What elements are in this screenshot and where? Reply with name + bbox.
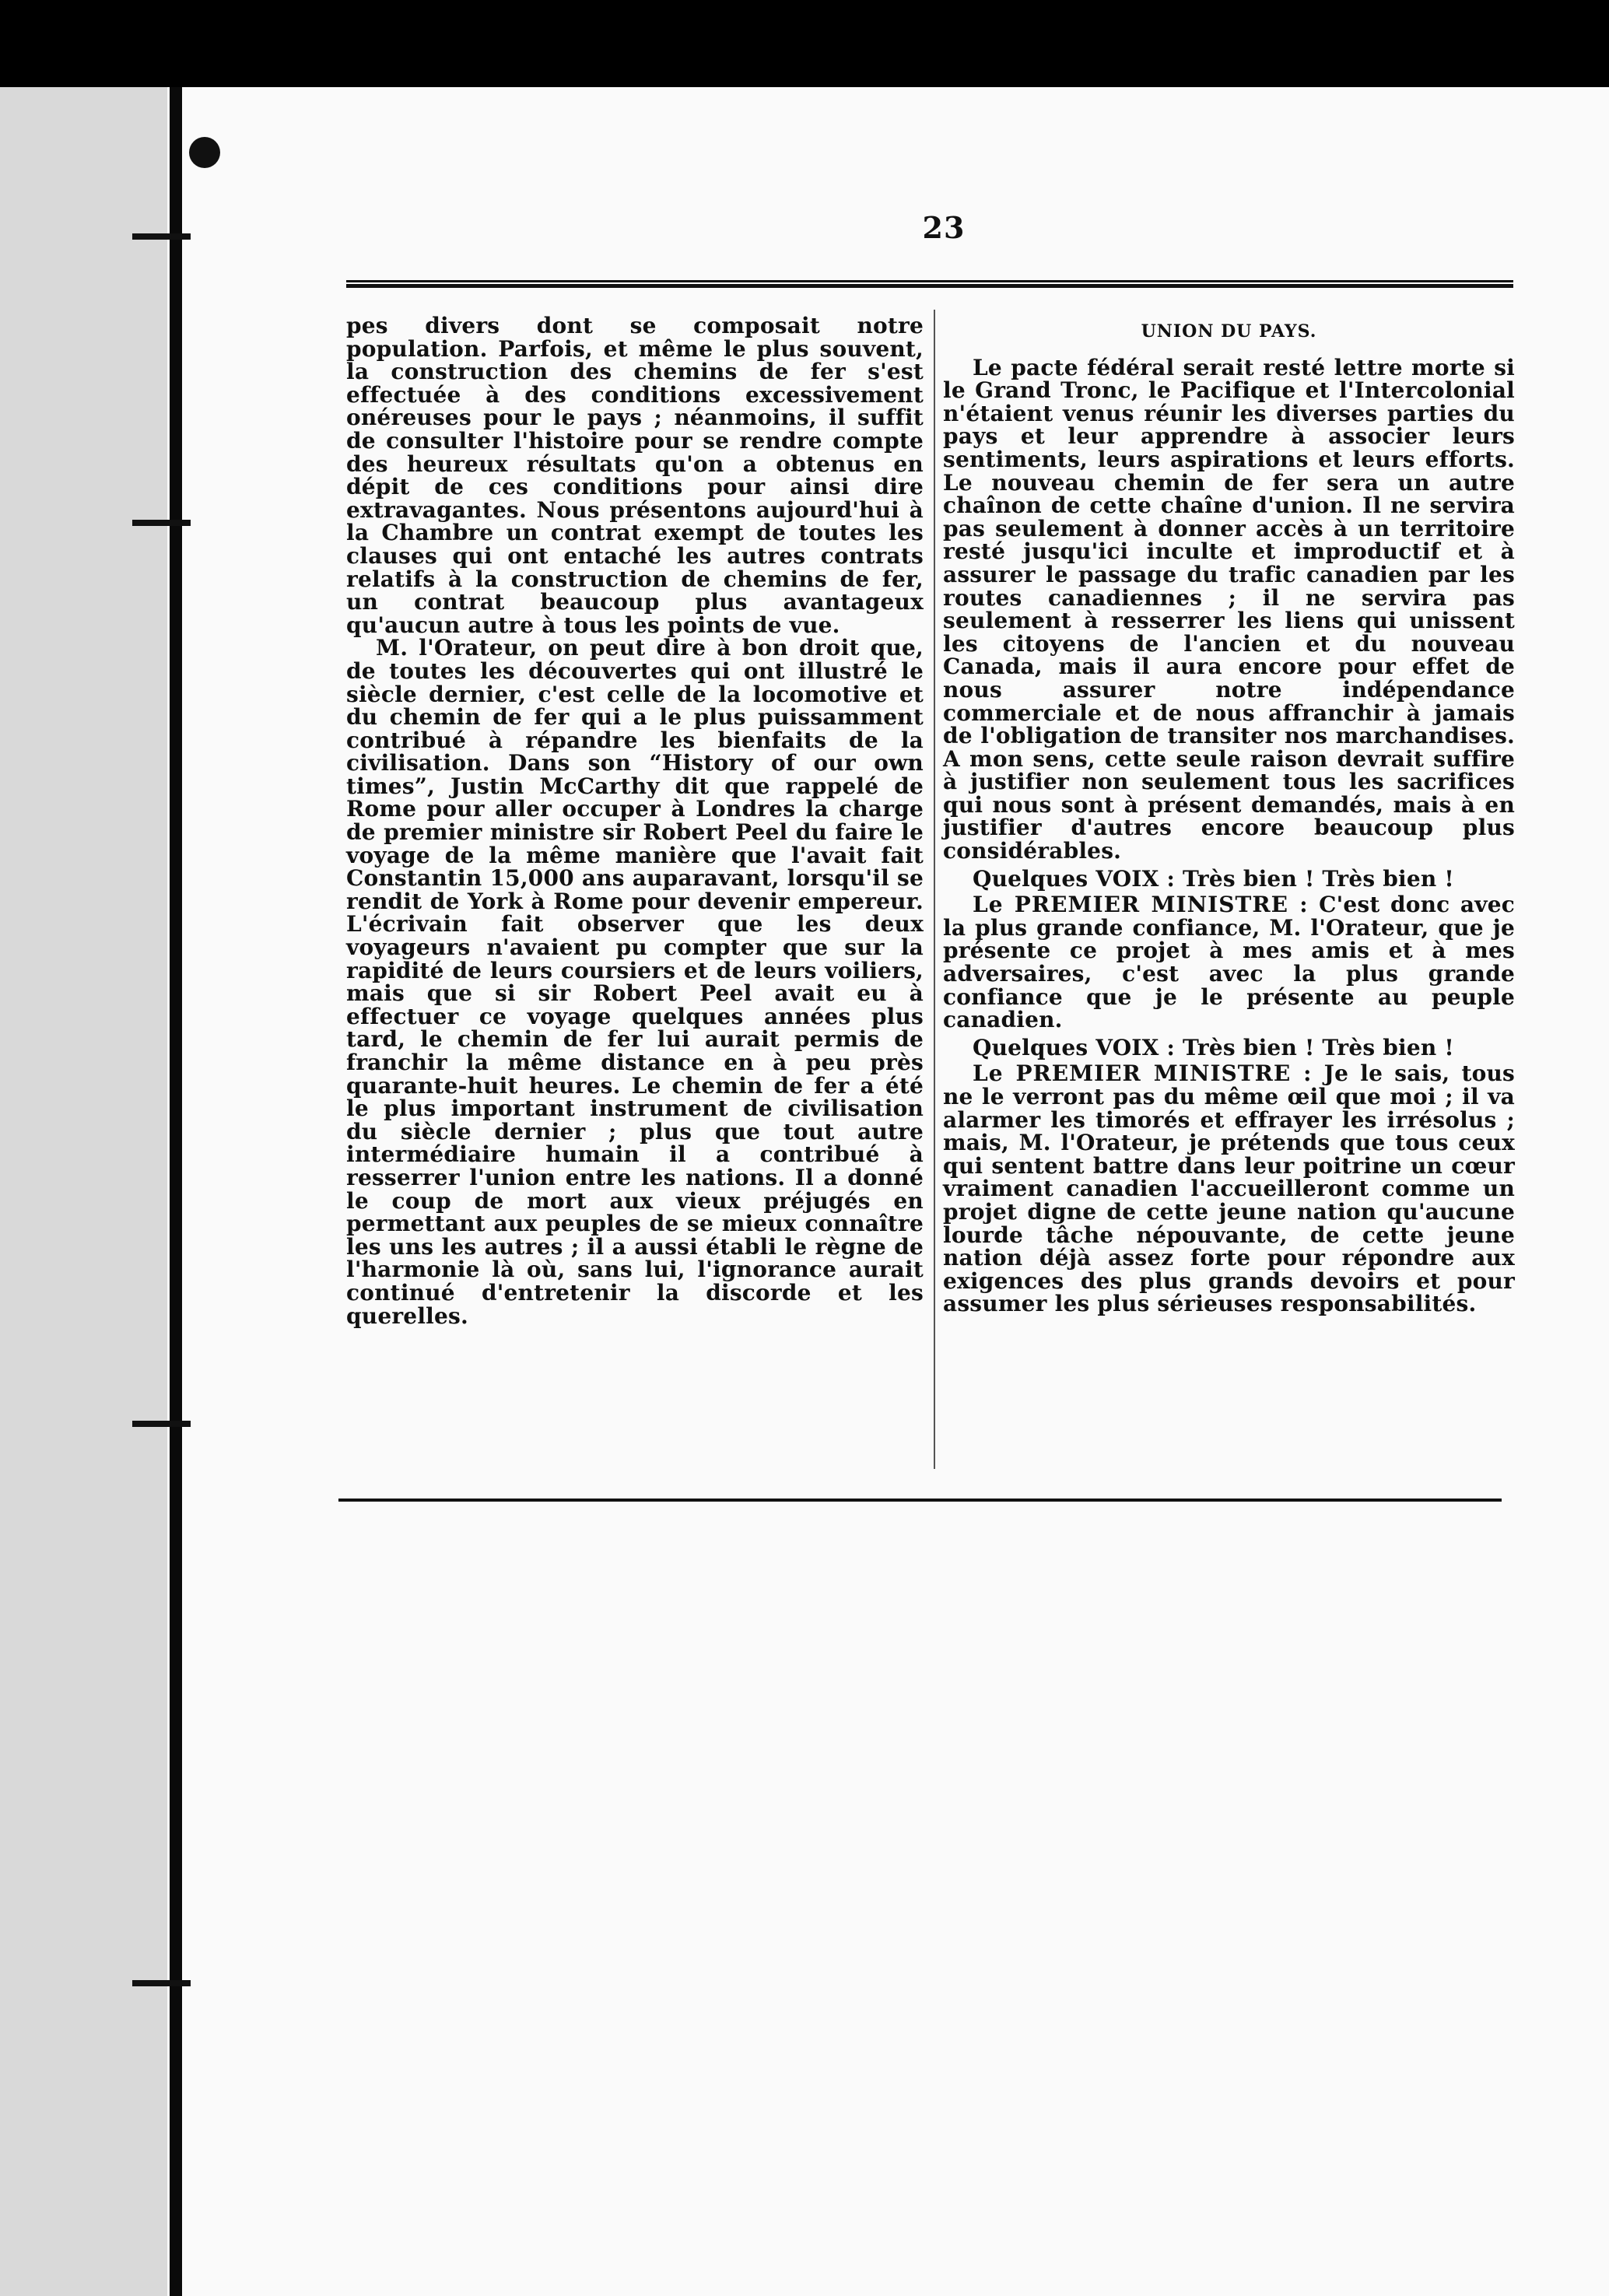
left-paragraph-1: pes divers dont se composait notre population. Parfois, et même le plus souvent, la construction des chemins de fer s'est effectuée à des conditions excessivement onéreuses pour le pays ; néanmoins, il suffit de consulter l'histoire pour se rendre compte des heureux résultats qu'on a obtenus en dépit de ces conditions pour ainsi dire extravagantes. Nous présentons aujourd'hui à la Chambre un contrat exempt de toutes les clauses qui ont entaché les autres contrats relatifs à la construction de chemins de fer, un contrat beaucoup plus avantageux qu'aucun autre à tous les points de vue. (346, 313, 924, 638)
footer-rule (338, 1499, 1502, 1502)
binding-stitch (132, 233, 191, 240)
speech-paragraph (943, 893, 1515, 1032)
binding-stitch (132, 520, 191, 526)
right-column (943, 314, 1515, 1316)
binding-edge (170, 87, 182, 2296)
header-rule (346, 280, 1513, 288)
section-title: UNION DU PAYS. (1141, 321, 1317, 342)
right-paragraph-1: Le pacte fédéral serait resté lettre morte si le Grand Tronc, le Pacifique et l'Intercolonial n'étaient venus réunir les diverses parties du pays et leur apprendre à associer leurs sentiments, leurs aspirations et leurs efforts. Le nouveau chemin de fer sera un autre chaînon de cette chaîne d'union. Il ne servira pas seulement à donner accès à un territoire resté jusqu'ici inculte et improductif et à assurer le passage du trafic canadien par les routes canadiennes ; il ne servira pas seulement à resserrer les liens qui unissent les citoyens de l'ancien et du nouveau Canada, mais il aura encore pour effet de nous assurer notre indépendance commerciale et de nous affranchir à jamais de l'obligation de transiter nos marchandises. A mon sens, cette seule raison devrait suffire à justifier non seulement tous les sacrifices qui nous sont à présent demandés, mais à en justifier d'autres encore beaucoup plus considérables. (943, 354, 1515, 864)
interjection: Quelques VOIX : Très bien ! Très bien ! (973, 1034, 1454, 1060)
punch-hole (189, 137, 220, 168)
binding-stitch (132, 1421, 191, 1427)
speech-text: Je le sais, tous ne le verront pas du même œil que moi ; il va alarmer les timorés et effrayer les irrésolus ; mais, M. l'Orateur, je prétends que tous ceux qui sentent battre dans leur poitrine un cœur vraiment canadien l'accueilleront comme un projet digne de cette jeune nation qu'aucune lourde tâche népouvante, de cette jeune nation déjà assez forte pour répondre aux exigences des plus grands devoirs et pour assumer les plus sérieuses responsabilités. (943, 1060, 1515, 1317)
left-column (346, 314, 924, 1327)
page-margin (0, 87, 167, 2296)
left-paragraph-2: M. l'Orateur, on peut dire à bon droit que, de toutes les découvertes qui ont illustré le siècle dernier, c'est celle de la locomotive et du chemin de fer qui a le plus puissamment contribué à répandre les bienfaits de la civilisation. Dans son “History of our own times”, Justin McCarthy dit que rappelé de Rome pour aller occuper à Londres la charge de premier ministre sir Robert Peel du faire le voyage de la même manière que l'avait fait Constantin 15,000 ans auparavant, lorsqu'il se rendit de York à Rome pour devenir empereur. L'écrivain fait observer que les deux voyageurs n'avaient pu compter que sur la rapidité de leurs coursiers et de leurs voiliers, mais que si sir Robert Peel avait eu à effectuer ce voyage quelques années plus tard, le chemin de fer lui aurait permis de franchir la même distance en à peu près quarante-huit heures. Le chemin de fer a été le plus important instrument de civilisation du siècle dernier ; plus que tout autre intermédiaire humain il a contribué à resserrer l'union entre les nations. Il a donné le coup de mort aux vieux préjugés en permettant aux peuples de se mieux connaître les uns les autres ; il a aussi établi le règne de l'harmonie là où, sans lui, l'ignorance aurait continué d'entretenir la discorde et les querelles. (346, 635, 924, 1329)
speech-paragraph (943, 1062, 1515, 1316)
binding-stitch (132, 1980, 191, 1986)
interjection: Quelques VOIX : Très bien ! Très bien ! (973, 865, 1454, 892)
speaker-name: Le PREMIER MINISTRE : (973, 892, 1309, 918)
speaker-name: Le PREMIER MINISTRE : (973, 1060, 1313, 1087)
column-divider (934, 310, 935, 1469)
speech-text: C'est donc avec la plus grande confiance, M. l'Orateur, que je présente ce projet à mes amis et à mes adversaires, c'est avec la plus grande confiance que je le présente au peuple canadien. (943, 892, 1516, 1033)
page-number: 23 (922, 210, 966, 245)
